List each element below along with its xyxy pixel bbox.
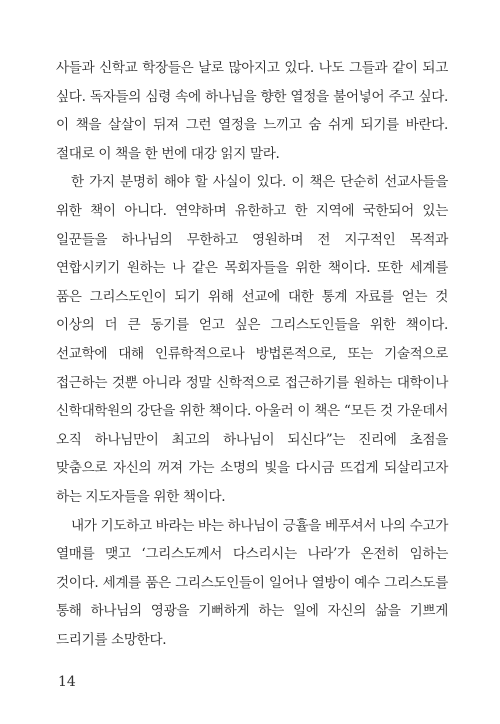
- paragraph-1: 사들과 신학교 학장들은 날로 많아지고 있다. 나도 그들과 같이 되고 싶다. 독자들의 심령 속에 하나님을 향한 열정을 불어넣어 주고 싶다. 이 책을 살살이 뒤져 그런 열정을 느끼고 숨 쉬게 되기를 바란다. 절대로 이 책을 한 번에 대강 읽지 말라.: [56, 60, 448, 162]
- paragraph-2: 한 가지 분명히 해야 할 사실이 있다. 이 책은 단순히 선교사들을 위한 책이 아니다. 연약하며 유한하고 한 지역에 국한되어 있는 일꾼들을 하나님의 무한하고 영원하며 전 지구적인 목적과 연합시키기 원하는 나 같은 목회자들을 위한 책이다. 또한 세계를 품은 그리스도인이 되기 위해 선교에 대한 통계 자료를 얻는 것 이상의 더 큰 동기를 얻고 싶은 그리스도인들을 위한 책이다. 선교학에 대해 인류학적으로나 방법론적으로, 또는 기술적으로 접근하는 것뿐 아니라 정말 신학적으로 접근하기를 원하는 대학이나 신학대학원의 강단을 위한 책이다. 아울러 이 책은 “모든 것 가운데서 오직 하나님만이 최고의 하나님이 되신다”는 진리에 초점을 맞춤으로 자신의 꺼져 가는 소명의 빛을 다시금 뜨겁게 되살리고자 하는 지도자들을 위한 책이다.: [56, 174, 448, 505]
- paragraph-3: 내가 기도하고 바라는 바는 하나님이 긍휼을 베푸셔서 나의 수고가 열매를 맺고 ‘그리스도께서 다스리시는 나라’가 온전히 임하는 것이다. 세계를 품은 그리스도인들이 일어나 열방이 예수 그리스도를 통해 하나님의 영광을 기뻐하게 하는 일에 자신의 삶을 기쁘게 드리기를 소망한다.: [56, 517, 448, 648]
- page-number: 14: [58, 674, 76, 690]
- body-text: [56, 54, 448, 654]
